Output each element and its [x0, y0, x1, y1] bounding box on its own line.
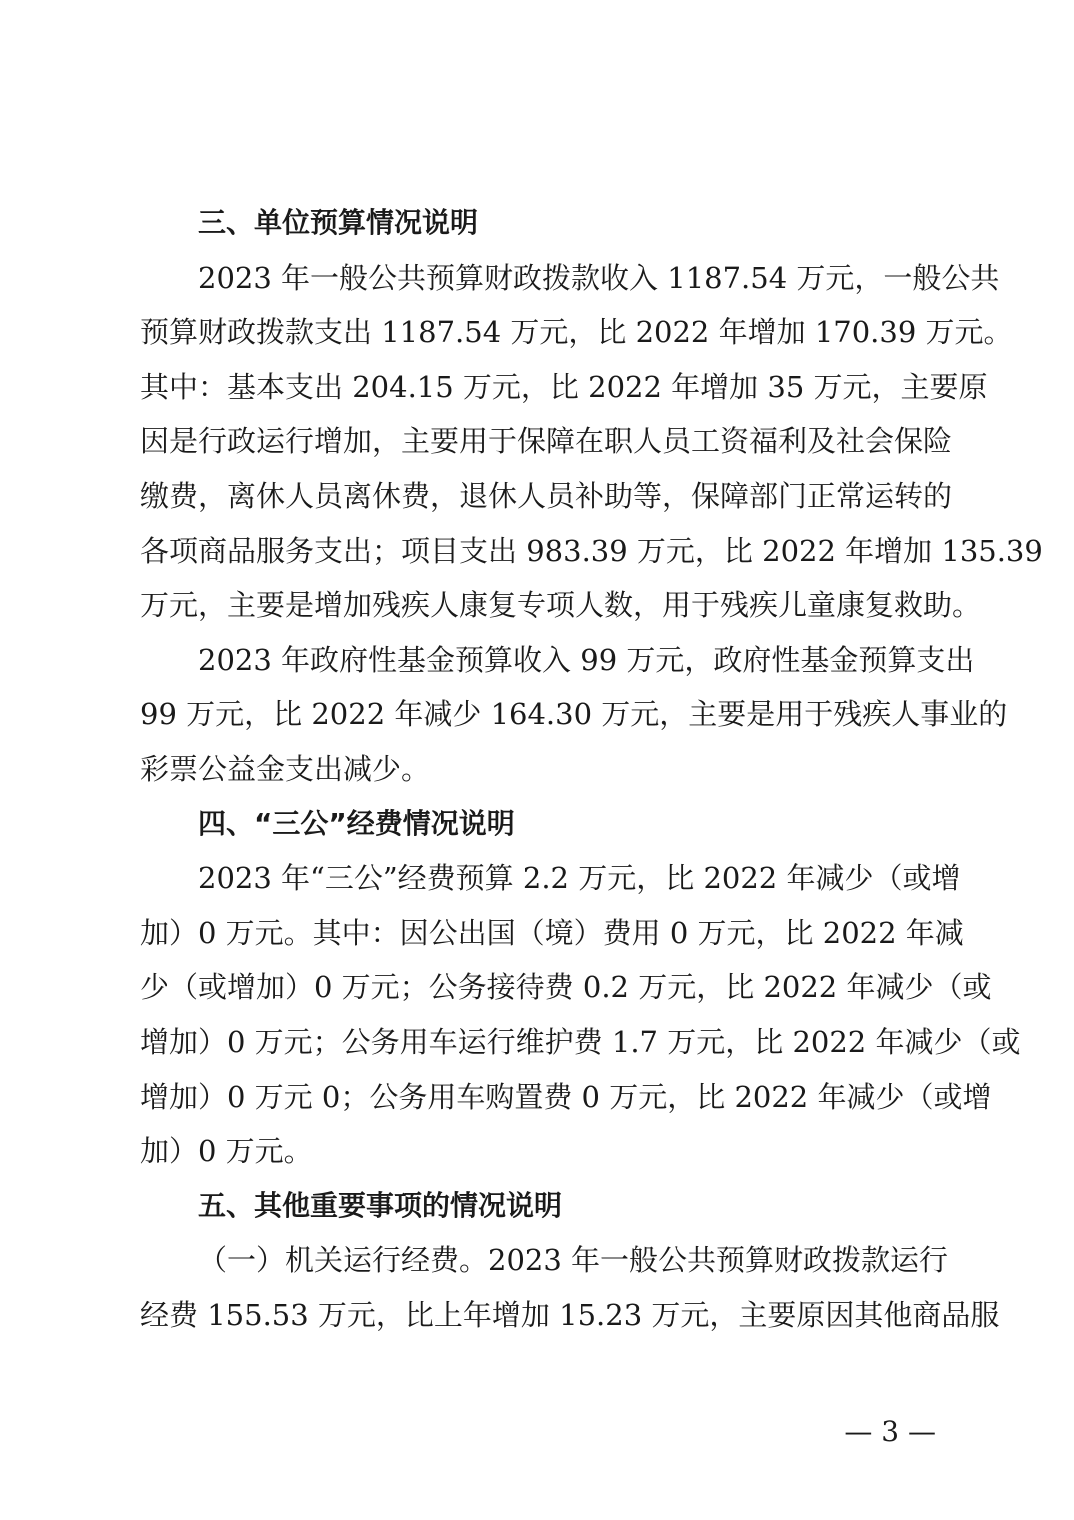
paragraph-line: 99 万元，比 2022 年减少 164.30 万元，主要是用于残疾人事业的	[140, 697, 1008, 732]
paragraph-line: 2023 年政府性基金预算收入 99 万元，政府性基金预算支出	[198, 642, 975, 677]
section-heading-three-public: 四、“三公”经费情况说明	[198, 806, 515, 840]
paragraph-line: 彩票公益金支出减少。	[140, 751, 431, 786]
paragraph-line: 加）0 万元。	[140, 1134, 313, 1169]
paragraph-line: 增加）0 万元 0；公务用车购置费 0 万元，比 2022 年减少（或增	[140, 1079, 992, 1114]
paragraph-line: 增加）0 万元；公务用车运行维护费 1.7 万元，比 2022 年减少（或	[140, 1024, 1021, 1059]
paragraph-line: 2023 年一般公共预算财政拨款收入 1187.54 万元，一般公共	[198, 260, 1000, 295]
paragraph-line: 2023 年“三公”经费预算 2.2 万元，比 2022 年减少（或增	[198, 861, 961, 896]
paragraph-line: （一）机关运行经费。2023 年一般公共预算财政拨款运行	[198, 1243, 949, 1278]
paragraph-line: 因是行政运行增加，主要用于保障在职人员工资福利及社会保险	[140, 424, 953, 459]
paragraph-line: 缴费，离休人员离休费，退休人员补助等，保障部门正常运转的	[140, 478, 953, 513]
paragraph-line: 加）0 万元。其中：因公出国（境）费用 0 万元，比 2022 年减	[140, 915, 964, 950]
document-body	[140, 196, 1043, 1342]
paragraph-line: 经费 155.53 万元，比上年增加 15.23 万元，主要原因其他商品服	[140, 1297, 1000, 1332]
paragraph-line: 万元，主要是增加残疾人康复专项人数，用于残疾儿童康复救助。	[140, 588, 982, 623]
page-number: — 3 —	[844, 1415, 936, 1448]
section-heading-other-matters: 五、其他重要事项的情况说明	[198, 1188, 563, 1222]
paragraph-line: 少（或增加）0 万元；公务接待费 0.2 万元，比 2022 年减少（或	[140, 970, 992, 1005]
paragraph-line: 预算财政拨款支出 1187.54 万元，比 2022 年增加 170.39 万元。	[140, 315, 1013, 350]
paragraph-line: 各项商品服务支出；项目支出 983.39 万元，比 2022 年增加 135.39	[140, 533, 1043, 568]
paragraph-line: 其中：基本支出 204.15 万元，比 2022 年增加 35 万元，主要原	[140, 369, 988, 404]
section-heading-unit-budget: 三、单位预算情况说明	[198, 206, 479, 239]
